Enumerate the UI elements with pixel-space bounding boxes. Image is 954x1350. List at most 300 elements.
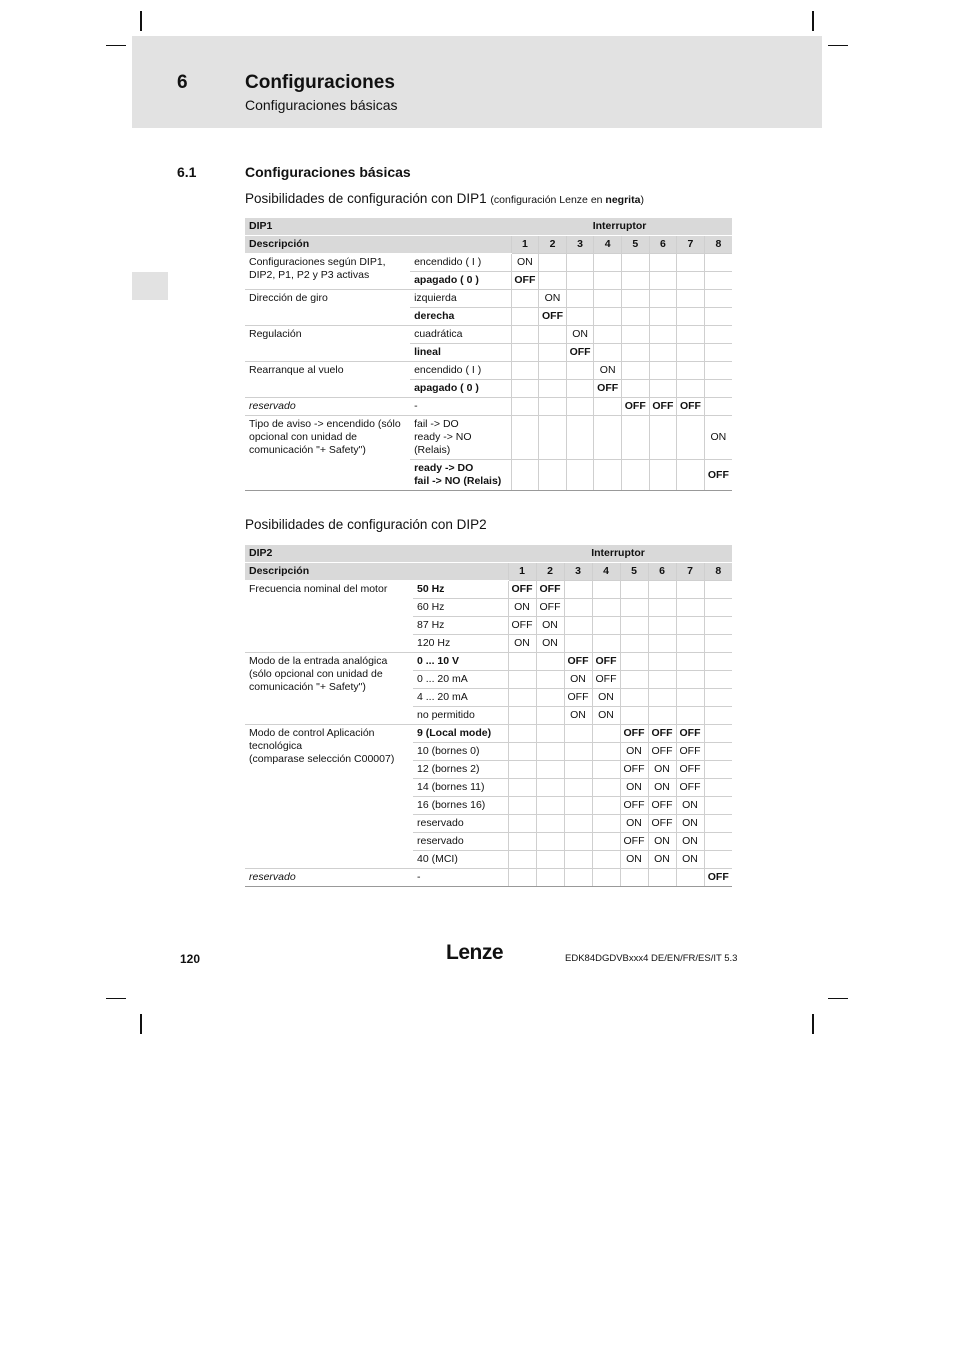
switch-state: ON: [592, 689, 620, 707]
switch-state: [621, 290, 649, 308]
setting-option: derecha: [410, 308, 511, 326]
dip2-heading: Posibilidades de configuración con DIP2: [245, 517, 487, 532]
switch-state: [566, 362, 594, 380]
switch-state: [704, 617, 732, 635]
switch-state: [592, 581, 620, 599]
switch-state: [704, 308, 732, 326]
table-row: [245, 326, 732, 344]
setting-option: 12 (bornes 2): [413, 761, 508, 779]
switch-state: [566, 254, 594, 272]
switch-state: [704, 725, 732, 743]
switch-state: [621, 362, 649, 380]
switch-state: [649, 380, 677, 398]
switch-state: [704, 272, 732, 290]
switch-state: OFF: [677, 398, 705, 416]
switch-state: [564, 869, 592, 887]
switch-state: [594, 460, 622, 491]
switch-state: [508, 671, 536, 689]
switch-state: [704, 254, 732, 272]
table-row: [245, 362, 732, 380]
switch-state: [536, 797, 564, 815]
switch-state: [704, 797, 732, 815]
side-tab-marker: [132, 272, 168, 300]
switch-number: 5: [621, 236, 649, 254]
switch-state: [620, 617, 648, 635]
switch-state: ON: [564, 707, 592, 725]
switch-state: OFF: [508, 617, 536, 635]
switch-state: [536, 689, 564, 707]
switch-state: [592, 815, 620, 833]
switch-state: [676, 635, 704, 653]
switch-state: [594, 398, 622, 416]
switch-number: 8: [704, 563, 732, 581]
switch-state: [536, 725, 564, 743]
switch-state: [621, 254, 649, 272]
switch-state: [704, 380, 732, 398]
switch-state: [564, 725, 592, 743]
switch-state: [594, 308, 622, 326]
setting-description: reservado: [245, 869, 413, 887]
switch-state: [592, 869, 620, 887]
switch-state: ON: [620, 815, 648, 833]
switch-state: [676, 707, 704, 725]
switch-state: ON: [648, 851, 676, 869]
switch-state: [594, 344, 622, 362]
switch-state: [536, 851, 564, 869]
switch-state: [536, 833, 564, 851]
setting-description: Modo de control Aplicación tecnológica (comparase selección C00007): [245, 725, 413, 869]
switch-number: 6: [648, 563, 676, 581]
switch-state: [677, 416, 705, 460]
switch-state: [508, 725, 536, 743]
setting-option: no permitido: [413, 707, 508, 725]
switch-number: 3: [566, 236, 594, 254]
switch-state: ON: [620, 743, 648, 761]
switch-state: [536, 653, 564, 671]
switch-state: [621, 460, 649, 491]
dip1-table: [245, 218, 732, 491]
switch-state: [539, 416, 567, 460]
switch-state: [649, 362, 677, 380]
switch-state: [536, 815, 564, 833]
switch-state: OFF: [592, 653, 620, 671]
switch-state: [620, 869, 648, 887]
switch-state: [704, 743, 732, 761]
crop-mark: [812, 11, 814, 31]
switch-state: [620, 653, 648, 671]
switch-state: [539, 460, 567, 491]
switch-state: [621, 380, 649, 398]
switch-state: [536, 779, 564, 797]
switch-state: OFF: [648, 797, 676, 815]
switch-state: [649, 460, 677, 491]
switch-state: [648, 671, 676, 689]
setting-option: apagado ( 0 ): [410, 272, 511, 290]
switch-state: ON: [648, 833, 676, 851]
switch-state: [508, 779, 536, 797]
switch-number: 7: [676, 563, 704, 581]
table-label: DIP2: [245, 545, 508, 563]
switch-state: ON: [620, 851, 648, 869]
switch-state: ON: [511, 254, 539, 272]
crop-mark: [828, 45, 848, 46]
switch-state: [704, 815, 732, 833]
switch-state: [594, 290, 622, 308]
switch-state: OFF: [566, 344, 594, 362]
switch-state: [566, 398, 594, 416]
setting-description: Regulación: [245, 326, 410, 362]
switch-state: [511, 290, 539, 308]
switch-state: [511, 326, 539, 344]
switch-state: [511, 460, 539, 491]
switch-state: [704, 635, 732, 653]
switch-state: [566, 290, 594, 308]
switch-state: ON: [620, 779, 648, 797]
section-number: 6.1: [177, 164, 197, 180]
switch-state: [566, 308, 594, 326]
switch-state: [677, 254, 705, 272]
setting-option: 50 Hz: [413, 581, 508, 599]
switch-state: [564, 779, 592, 797]
switch-state: [566, 380, 594, 398]
switch-state: [592, 833, 620, 851]
switch-state: [566, 460, 594, 491]
switch-header: Interruptor: [511, 218, 732, 236]
table-row: [245, 581, 732, 599]
switch-state: [648, 707, 676, 725]
switch-state: [564, 599, 592, 617]
setting-option: ready -> DO fail -> NO (Relais): [410, 460, 511, 491]
switch-state: OFF: [539, 308, 567, 326]
switch-state: [677, 344, 705, 362]
table-row: [245, 254, 732, 272]
switch-state: OFF: [648, 725, 676, 743]
setting-option: apagado ( 0 ): [410, 380, 511, 398]
crop-mark: [106, 45, 126, 46]
switch-state: [508, 689, 536, 707]
switch-state: [511, 416, 539, 460]
switch-state: [677, 308, 705, 326]
switch-state: ON: [648, 761, 676, 779]
switch-state: [676, 869, 704, 887]
setting-option: fail -> DO ready -> NO (Relais): [410, 416, 511, 460]
switch-state: [592, 851, 620, 869]
setting-option: 40 (MCI): [413, 851, 508, 869]
switch-state: [539, 344, 567, 362]
switch-state: [592, 617, 620, 635]
switch-state: [511, 344, 539, 362]
switch-state: [566, 416, 594, 460]
switch-number: 4: [592, 563, 620, 581]
setting-option: 10 (bornes 0): [413, 743, 508, 761]
switch-state: [648, 581, 676, 599]
dip1-heading: [245, 191, 644, 206]
switch-state: OFF: [676, 725, 704, 743]
switch-state: [677, 290, 705, 308]
switch-state: OFF: [592, 671, 620, 689]
switch-state: OFF: [648, 743, 676, 761]
switch-state: [648, 869, 676, 887]
table-row: [245, 653, 732, 671]
switch-state: [508, 833, 536, 851]
switch-state: [592, 761, 620, 779]
switch-state: [564, 743, 592, 761]
table-row: [245, 725, 732, 743]
setting-option: 0 ... 10 V: [413, 653, 508, 671]
switch-state: [539, 362, 567, 380]
switch-state: [704, 779, 732, 797]
switch-state: [704, 689, 732, 707]
switch-state: [704, 290, 732, 308]
table-row: [245, 398, 732, 416]
setting-description: Dirección de giro: [245, 290, 410, 326]
switch-state: [676, 653, 704, 671]
switch-state: [649, 326, 677, 344]
switch-state: [536, 707, 564, 725]
switch-state: [564, 815, 592, 833]
switch-state: [677, 326, 705, 344]
switch-state: OFF: [508, 581, 536, 599]
setting-option: encendido ( I ): [410, 254, 511, 272]
switch-state: [564, 851, 592, 869]
switch-state: OFF: [620, 797, 648, 815]
setting-description: Frecuencia nominal del motor: [245, 581, 413, 653]
setting-description: Rearranque al vuelo: [245, 362, 410, 398]
switch-state: [539, 254, 567, 272]
setting-option: 120 Hz: [413, 635, 508, 653]
switch-state: [539, 326, 567, 344]
switch-state: [649, 254, 677, 272]
switch-state: [594, 272, 622, 290]
switch-state: OFF: [676, 779, 704, 797]
switch-state: [649, 344, 677, 362]
switch-state: [621, 326, 649, 344]
switch-state: [508, 815, 536, 833]
switch-state: [508, 851, 536, 869]
switch-number: 2: [539, 236, 567, 254]
switch-state: [648, 617, 676, 635]
switch-state: ON: [536, 635, 564, 653]
switch-state: [704, 362, 732, 380]
switch-state: [511, 362, 539, 380]
switch-state: [676, 581, 704, 599]
switch-state: [620, 707, 648, 725]
switch-state: [508, 869, 536, 887]
switch-state: [649, 308, 677, 326]
switch-state: [704, 344, 732, 362]
switch-state: [564, 833, 592, 851]
switch-state: [677, 362, 705, 380]
switch-state: [648, 635, 676, 653]
switch-state: [564, 797, 592, 815]
switch-state: ON: [704, 416, 732, 460]
switch-state: [704, 653, 732, 671]
switch-state: [592, 635, 620, 653]
switch-state: [536, 671, 564, 689]
switch-header: Interruptor: [508, 545, 732, 563]
chapter-subtitle: Configuraciones básicas: [245, 97, 398, 113]
switch-state: OFF: [676, 761, 704, 779]
setting-description: Modo de la entrada analógica (sólo opcional con unidad de comunicación "+ Safety"): [245, 653, 413, 725]
switch-state: [704, 761, 732, 779]
switch-state: OFF: [621, 398, 649, 416]
setting-option: 4 ... 20 mA: [413, 689, 508, 707]
switch-state: [704, 599, 732, 617]
setting-option: izquierda: [410, 290, 511, 308]
setting-option: 60 Hz: [413, 599, 508, 617]
switch-state: [620, 635, 648, 653]
lenze-logo: Lenze: [446, 941, 504, 964]
switch-number: 2: [536, 563, 564, 581]
switch-state: [508, 797, 536, 815]
switch-state: [564, 761, 592, 779]
document-id: EDK84DGDVBxxx4 DE/EN/FR/ES/IT 5.3: [565, 953, 738, 964]
crop-mark: [828, 998, 848, 999]
switch-state: [676, 689, 704, 707]
switch-state: OFF: [536, 581, 564, 599]
switch-state: [511, 380, 539, 398]
switch-state: ON: [594, 362, 622, 380]
switch-state: [649, 272, 677, 290]
switch-number: 1: [508, 563, 536, 581]
switch-state: [677, 272, 705, 290]
switch-state: OFF: [649, 398, 677, 416]
switch-state: [648, 653, 676, 671]
switch-state: [592, 725, 620, 743]
setting-description: Configuraciones según DIP1, DIP2, P1, P2 y P3 activas: [245, 254, 410, 290]
switch-state: [536, 761, 564, 779]
switch-state: [592, 743, 620, 761]
switch-state: OFF: [564, 653, 592, 671]
switch-state: [677, 380, 705, 398]
switch-state: [648, 689, 676, 707]
switch-number: 4: [594, 236, 622, 254]
table-row: [245, 416, 732, 460]
switch-number: 1: [511, 236, 539, 254]
switch-state: OFF: [704, 460, 732, 491]
setting-option: reservado: [413, 815, 508, 833]
chapter-number: 6: [177, 72, 188, 93]
switch-state: [621, 344, 649, 362]
switch-state: OFF: [564, 689, 592, 707]
switch-state: OFF: [511, 272, 539, 290]
switch-state: OFF: [620, 725, 648, 743]
setting-option: encendido ( I ): [410, 362, 511, 380]
switch-state: ON: [676, 815, 704, 833]
description-header: Descripción: [245, 236, 511, 254]
switch-state: ON: [508, 635, 536, 653]
switch-state: [704, 707, 732, 725]
setting-option: cuadrática: [410, 326, 511, 344]
switch-state: [704, 851, 732, 869]
switch-state: [539, 398, 567, 416]
setting-option: 9 (Local mode): [413, 725, 508, 743]
setting-option: reservado: [413, 833, 508, 851]
chapter-title: Configuraciones: [245, 72, 395, 93]
dip1-heading-text: Posibilidades de configuración con DIP1: [245, 191, 487, 206]
switch-state: OFF: [648, 815, 676, 833]
switch-state: [592, 599, 620, 617]
switch-state: [564, 617, 592, 635]
switch-state: [649, 290, 677, 308]
switch-state: [511, 308, 539, 326]
setting-option: -: [413, 869, 508, 887]
switch-state: [539, 272, 567, 290]
switch-number: 3: [564, 563, 592, 581]
switch-state: [508, 707, 536, 725]
switch-state: [566, 272, 594, 290]
switch-state: [564, 581, 592, 599]
switch-state: [592, 779, 620, 797]
setting-option: 16 (bornes 16): [413, 797, 508, 815]
switch-state: [594, 254, 622, 272]
crop-mark: [140, 1014, 142, 1034]
switch-state: [704, 671, 732, 689]
crop-mark: [812, 1014, 814, 1034]
switch-state: [536, 869, 564, 887]
setting-description: reservado: [245, 398, 410, 416]
chapter-header-band: [132, 36, 822, 128]
switch-state: ON: [539, 290, 567, 308]
switch-state: ON: [508, 599, 536, 617]
table-label: DIP1: [245, 218, 511, 236]
switch-number: 7: [677, 236, 705, 254]
switch-state: ON: [592, 707, 620, 725]
switch-state: [536, 743, 564, 761]
switch-state: OFF: [620, 761, 648, 779]
setting-option: 87 Hz: [413, 617, 508, 635]
switch-state: [511, 398, 539, 416]
switch-state: [677, 460, 705, 491]
switch-state: ON: [648, 779, 676, 797]
setting-option: 0 ... 20 mA: [413, 671, 508, 689]
dip1-note: (configuración Lenze en negrita): [490, 194, 644, 206]
switch-state: ON: [566, 326, 594, 344]
switch-state: ON: [676, 797, 704, 815]
switch-state: OFF: [620, 833, 648, 851]
switch-state: [621, 416, 649, 460]
switch-state: ON: [536, 617, 564, 635]
switch-state: [621, 272, 649, 290]
switch-state: [620, 581, 648, 599]
description-header: Descripción: [245, 563, 508, 581]
switch-state: [594, 416, 622, 460]
section-title: Configuraciones básicas: [245, 164, 411, 180]
page-number: 120: [180, 952, 201, 966]
setting-option: 14 (bornes 11): [413, 779, 508, 797]
switch-state: [676, 617, 704, 635]
switch-state: [508, 761, 536, 779]
switch-number: 8: [704, 236, 732, 254]
switch-number: 5: [620, 563, 648, 581]
switch-state: [621, 308, 649, 326]
switch-state: [704, 326, 732, 344]
switch-state: OFF: [704, 869, 732, 887]
switch-state: [649, 416, 677, 460]
switch-state: [592, 797, 620, 815]
switch-state: ON: [564, 671, 592, 689]
switch-state: [704, 581, 732, 599]
switch-number: 6: [649, 236, 677, 254]
table-row: [245, 869, 732, 887]
switch-state: [704, 398, 732, 416]
switch-state: OFF: [594, 380, 622, 398]
switch-state: ON: [676, 833, 704, 851]
switch-state: [620, 599, 648, 617]
setting-description: Tipo de aviso -> encendido (sólo opcional con unidad de comunicación "+ Safety"): [245, 416, 410, 491]
switch-state: [648, 599, 676, 617]
crop-mark: [140, 11, 142, 31]
